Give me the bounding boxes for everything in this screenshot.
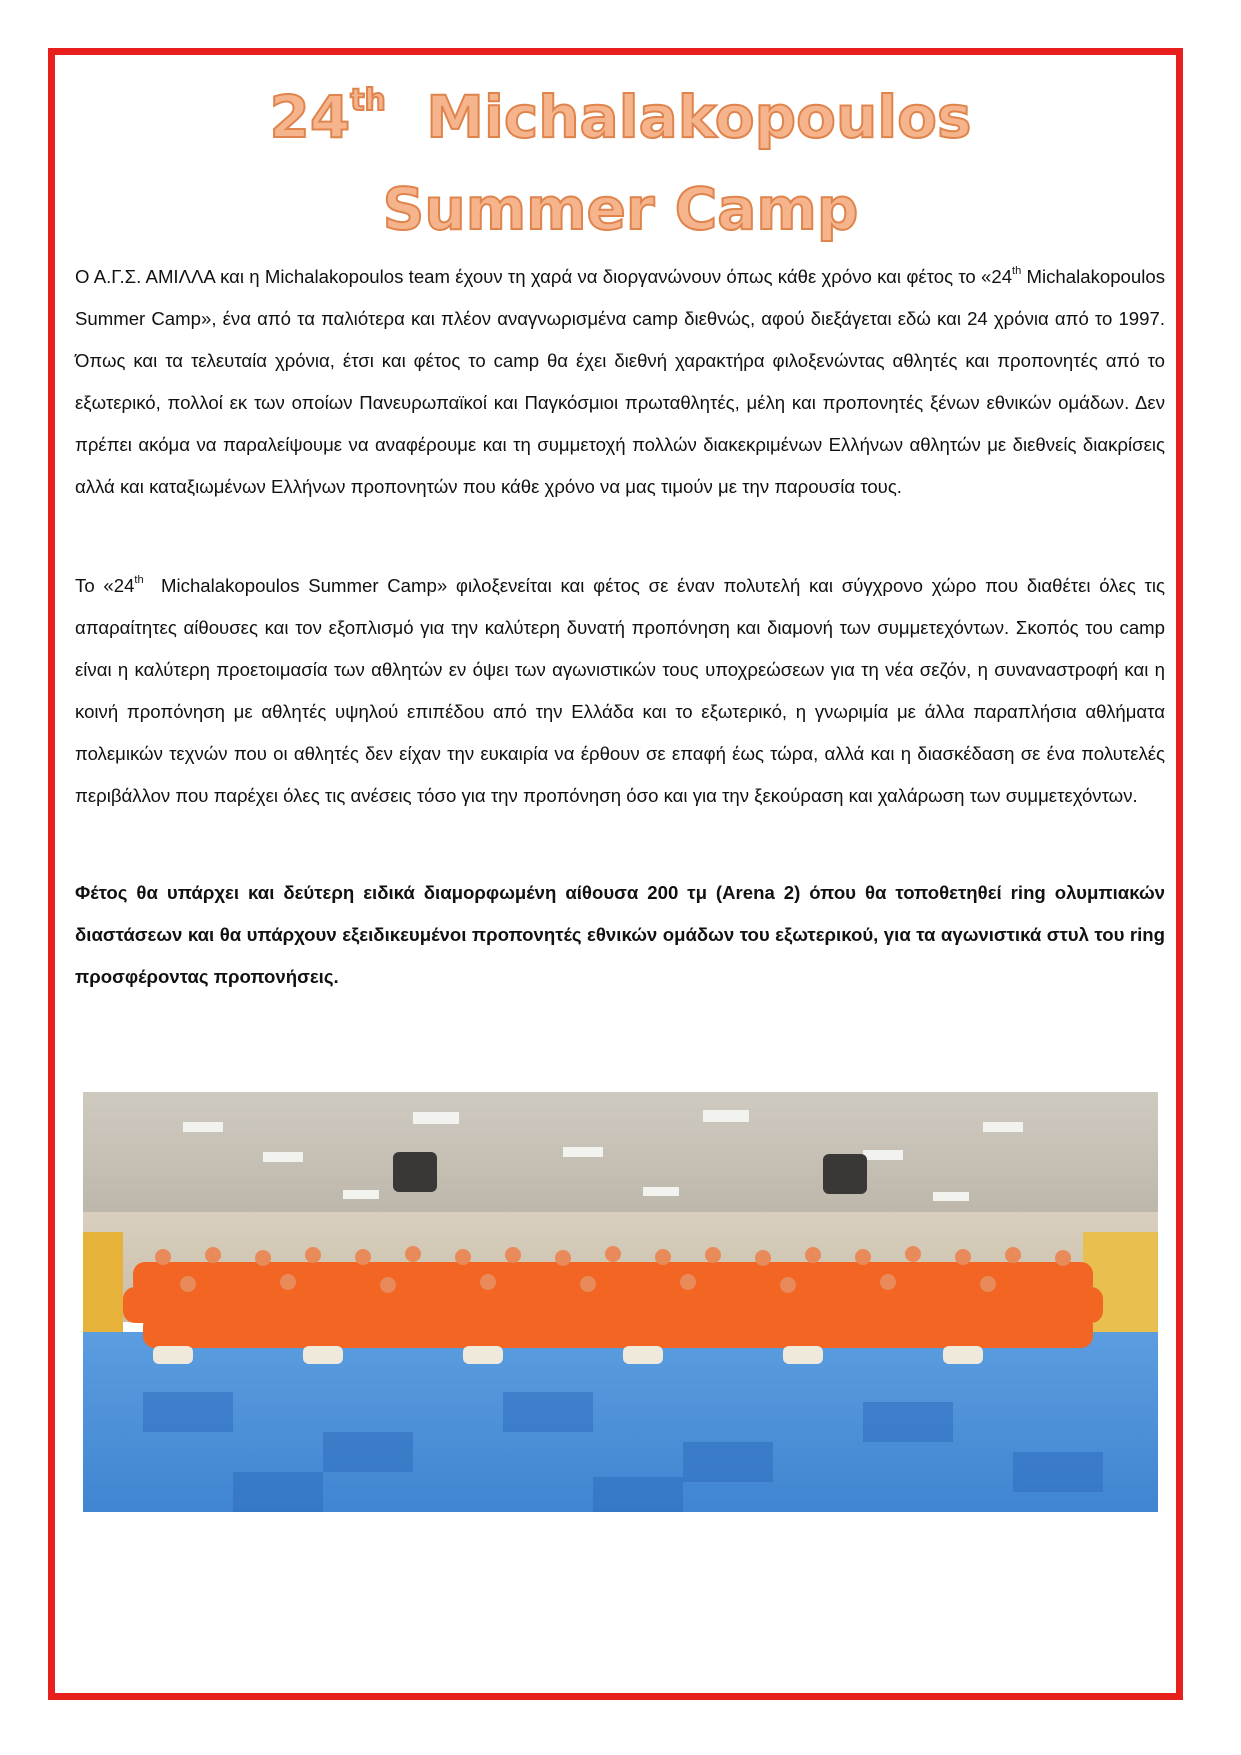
title-line-1: 24th Michalakopoulos: [269, 83, 972, 151]
group-photo-illustration: [83, 1092, 1158, 1512]
paragraph-arena2: Φέτος θα υπάρχει και δεύτερη ειδικά διαμορφωμένη αίθουσα 200 τμ (Arena 2) όπου θα τοποθετηθεί ring ολυμπιακών διαστάσεων και θα υπάρχουν εξειδικευμένοι προπονητές εθνικών ομάδων του εξωτερικού, για τα αγωνιστικά στυλ του ring προσφέροντας προπονήσεις.: [75, 882, 1165, 987]
paragraph-venue: Το «24th Michalakopoulos Summer Camp» φιλοξενείται και φέτος σε έναν πολυτελή και σύγχρονο χώρο που διαθέτει όλες τις απαραίτητες αίθουσες και τον εξοπλισμό για την καλύτερη δυνατή προπόνηση και διαμονή των συμμετεχόντων. Σκοπός του camp είναι η καλύτερη προετοιμασία των αθλητών εν όψει των αγωνιστικών τους υποχρεώσεων για τη νέα σεζόν, η συναναστροφή και η κοινή προπόνηση με αθλητές υψηλού επιπέδου από την Ελλάδα και το εξωτερικό, η γνωριμία με άλλα παραπλήσια αθλήματα πολεμικών τεχνών που οι αθλητές δεν είχαν την ευκαιρία να έρθουν σε επαφή έως τώρα, αλλά και η διασκέδαση σε ένα πολυτελές περιβάλλον που παρέχει όλες τις ανέσεις τόσο για την προπόνηση όσο και για την ξεκούραση και χαλάρωση των συμμετεχόντων.: [75, 574, 1171, 806]
group-photo: [83, 1092, 1158, 1512]
title-line-2: Summer Camp: [382, 175, 859, 243]
paragraph-intro: Ο Α.Γ.Σ. ΑΜΙΛΛΑ και η Michalakopoulos team έχουν τη χαρά να διοργανώνουν όπως κάθε χρόνο και φέτος το «24th Michalakopoulos Summer Camp», ένα από τα παλιότερα και πλέον αναγνωρισμένα camp διεθνώς, αφού διεξάγεται εδώ και 24 χρόνια από το 1997. Όπως και τα τελευταία χρόνια, έτσι και φέτος το camp θα έχει διεθνή χαρακτήρα φιλοξενώντας αθλητές και προπονητές από το εξωτερικό, πολλοί εκ των οποίων Πανευρωπαϊκοί και Παγκόσμιοι πρωταθλητές, μέλη και προπονητές ξένων εθνικών ομάδων. Δεν πρέπει ακόμα να παραλείψουμε να αναφέρουμε και τη συμμετοχή πολλών διακεκριμένων Ελλήνων αθλητών με διεθνείς διακρίσεις αλλά και καταξιωμένων Ελλήνων προπονητών που κάθε χρόνο να μας τιμούν με την παρουσία τους.: [75, 265, 1166, 497]
